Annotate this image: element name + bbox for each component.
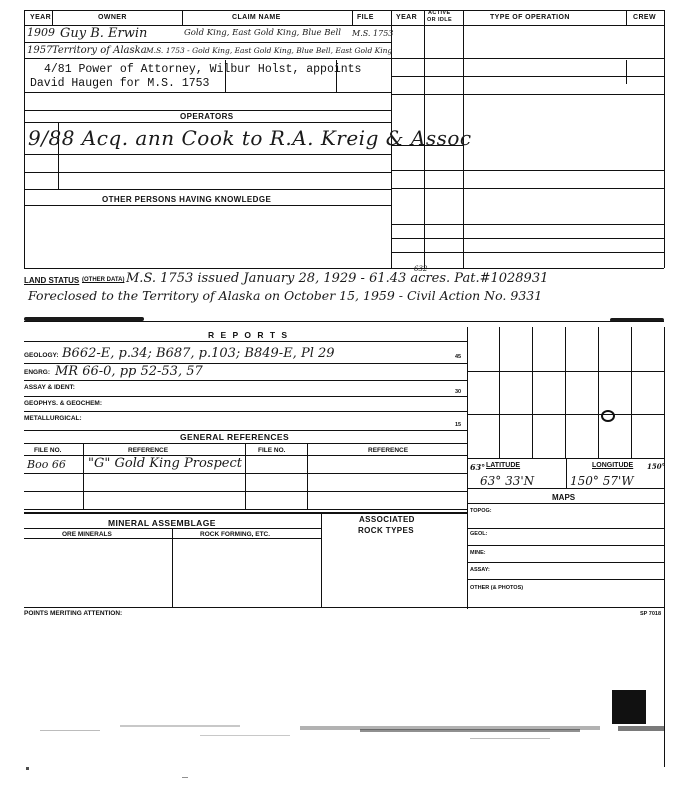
col-year: YEAR [30,14,52,21]
ore-minerals-label: ORE MINERALS [62,531,112,538]
lon-suffix: 150° [647,462,666,471]
gr-col-file-2: FILE NO. [258,447,286,454]
operators-entry: 9/88 Acq. ann Cook to R.A. Kreig & Assoc [28,126,472,150]
location-marker-icon [601,410,615,422]
other-persons-header: OTHER PERSONS HAVING KNOWLEDGE [102,195,272,204]
points-label: POINTS MERITING ATTENTION: [24,610,123,617]
col-claim-name: CLAIM NAME [232,14,281,21]
longitude-label: LONGITUDE [592,462,634,469]
land-status-line-2: Foreclosed to the Territory of Alaska on October 15, 1959 - Civil Action No. 9331 [28,288,543,303]
associated-label: ASSOCIATED [359,515,415,524]
maps-other: OTHER (& PHOTOS) [470,585,524,591]
reports-title: R E P O R T S [208,330,290,340]
rock-forming-label: ROCK FORMING, ETC. [200,531,271,538]
poa-line-2: David Haugen for M.S. 1753 [30,77,210,90]
row2-claim-name: M.S. 1753 - Gold King, East Gold King, Blue Bell, East Gold King [146,46,393,55]
gr-entry-ref: "G" Gold King Prospect [88,456,242,471]
general-refs-title: GENERAL REFERENCES [180,432,290,442]
gr-col-file: FILE NO. [34,447,62,454]
poa-line-1: 4/81 Power of Attorney, Wilbur Holst, appoints [44,63,362,76]
land-status-line-1: M.S. 1753 issued January 28, 1929 - 61.43 acres. Pat.#1028931 [126,271,549,286]
mineral-title: MINERAL ASSEMBLAGE [108,518,216,528]
maps-assay: ASSAY: [470,567,490,573]
col-type-of-operation: TYPE OF OPERATION [490,14,570,21]
geophys-label: GEOPHYS. & GEOCHEM: [24,400,103,407]
scale-15: 15 [455,422,462,428]
gr-col-ref: REFERENCE [128,447,169,454]
row1-year: 1909 [27,26,55,39]
col-crew: CREW [633,14,656,21]
col-year-2: YEAR [396,14,418,21]
col-file: FILE [357,14,374,21]
col-active: ACTIVE [428,10,451,16]
land-status-sub: (OTHER DATA) [82,277,125,283]
row2-year: 1957 [27,45,53,56]
row1-claim-name: Gold King, East Gold King, Blue Bell [184,28,341,38]
latitude-label: LATITUDE [486,462,521,469]
row2-owner: Territory of Alaska [52,45,147,56]
latitude-value: 63° 33'N [480,474,535,488]
scale-45: 45 [455,354,462,360]
engrg-label: ENGRG: [24,369,50,376]
maps-label: MAPS [552,493,576,502]
assay-label: ASSAY & IDENT: [24,384,75,391]
scale-30: 30 [455,389,462,395]
engrg-value: MR 66-0, pp 52-53, 57 [55,364,203,379]
maps-topog: TOPOG: [470,508,492,514]
scan-black-square [612,690,646,724]
col-or-idle: OR IDLE [427,17,453,23]
operators-header: OPERATORS [180,112,234,121]
form-number: SP 7018 [640,611,662,617]
lat-prefix: 63° [470,462,486,472]
rock-types-label: ROCK TYPES [358,526,415,535]
gr-entry-file: Boo 66 [27,458,66,471]
maps-mine: MINE: [470,550,486,556]
gr-col-ref-2: REFERENCE [368,447,409,454]
geology-value: B662-E, p.34; B687, p.103; B849-E, Pl 29 [62,346,335,361]
geology-label: GEOLOGY: [24,352,59,359]
land-status-label: LAND STATUS [24,276,80,285]
land-status-superscript: 632 [414,265,428,273]
row1-file: M.S. 1753 [352,29,394,38]
metallurgical-label: METALLURGICAL: [24,415,82,422]
maps-geol: GEOL: [470,531,488,537]
row1-owner: Guy B. Erwin [60,26,148,41]
longitude-value: 150° 57'W [570,474,634,488]
col-owner: OWNER [98,14,127,21]
